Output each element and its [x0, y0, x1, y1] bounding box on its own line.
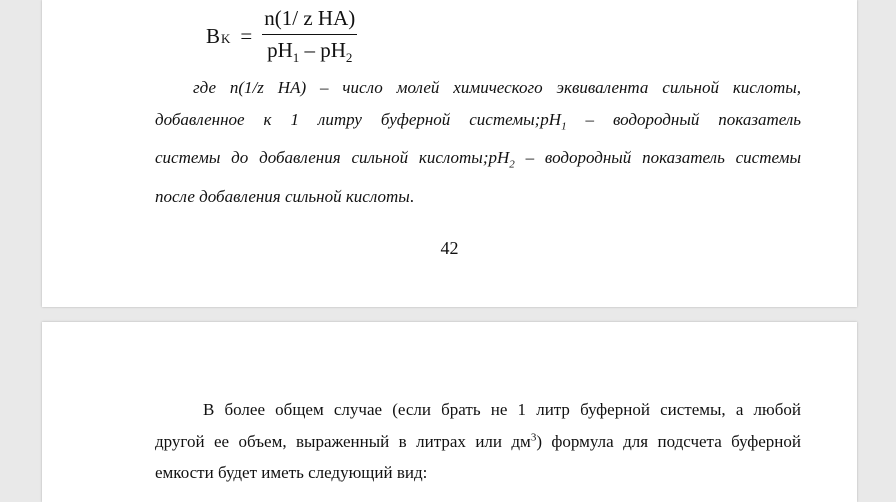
general-line-2-sup: 3 [530, 430, 537, 443]
definition-line-4-period: . [409, 187, 414, 207]
formula-denominator [267, 35, 352, 66]
formula-denominator-b: pH [320, 38, 346, 62]
general-line-2-text-b: ) формула для подсчета буферной [536, 431, 801, 451]
formula-denominator-a-sub: 1 [292, 50, 300, 66]
definition-line-3 [155, 142, 801, 181]
document-page-43 [42, 322, 857, 502]
definition-line-3-text-a: системы до добавления сильной кислоты;pH [155, 148, 510, 168]
definition-line-3-text-b: – водородный показатель системы [514, 148, 801, 168]
definition-line-4-text: после добавления сильной кислоты [155, 187, 410, 207]
definition-line-3-sub: 2 [509, 158, 515, 171]
definition-line-4 [155, 181, 801, 213]
formula-minus: – [299, 38, 321, 62]
document-page-42 [42, 0, 857, 307]
formula-lhs [206, 24, 230, 49]
definition-line-1-text: где n(1/z HA) – число молей химического эквивалента сильной кислоты, [193, 78, 801, 97]
general-case-paragraph [155, 394, 801, 489]
formula-denominator-a: pH [267, 38, 293, 62]
page-number: 42 [440, 238, 459, 258]
general-line-2-text-a: другой ее объем, выраженный в литрах или дм [155, 431, 531, 451]
formula-equals: = [240, 23, 253, 48]
formula-fraction [262, 6, 357, 66]
formula-definition-paragraph [155, 72, 801, 213]
definition-line-2-text-b: – водородный показатель [566, 109, 801, 129]
formula-denominator-b-sub: 2 [345, 50, 353, 66]
definition-line-1 [155, 72, 801, 104]
formula-lhs-symbol: B [206, 23, 221, 48]
general-line-2 [155, 426, 801, 458]
definition-line-2-text-a: добавленное к 1 литру буферной системы;pH [155, 109, 562, 129]
definition-line-2-sub: 1 [561, 119, 567, 132]
general-line-1-text: В более общем случае (если брать не 1 литр буферной системы, а любой [203, 400, 801, 419]
definition-line-2 [155, 104, 801, 143]
general-line-1 [155, 394, 801, 426]
formula-numerator: n(1/ z HA) [262, 6, 357, 35]
general-line-3 [155, 457, 801, 489]
general-line-3-text: емкости будет иметь следующий вид: [155, 463, 428, 482]
formula-lhs-subscript: K [221, 30, 231, 46]
buffer-capacity-formula [206, 6, 357, 66]
